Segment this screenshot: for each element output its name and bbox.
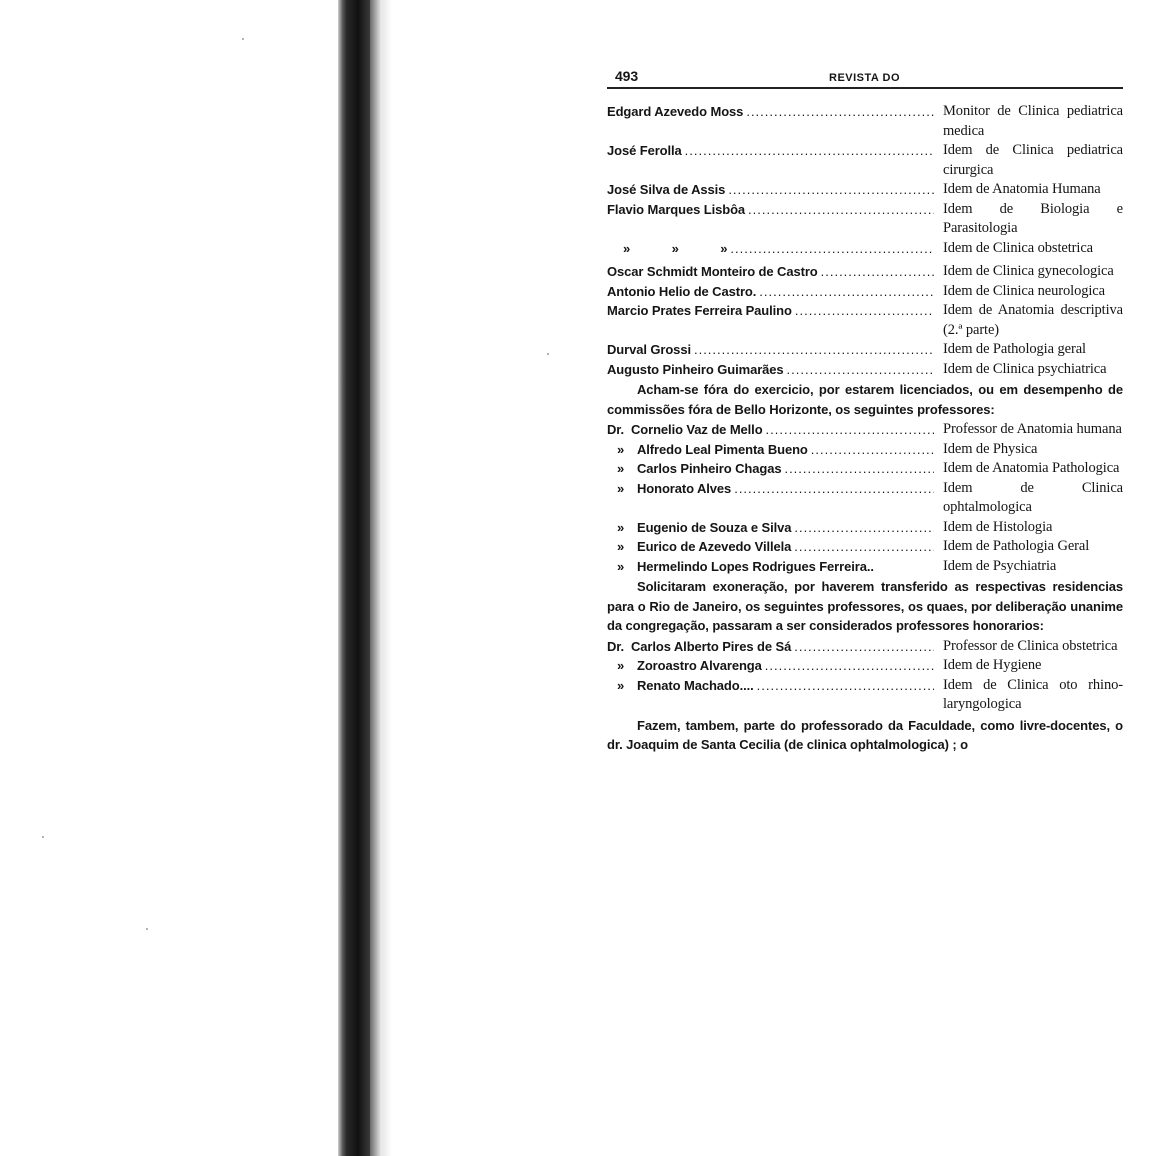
staff-role: Idem de Clinica psychiatrica: [943, 360, 1107, 377]
staff-name: Carlos Alberto Pires de Sá: [631, 638, 792, 654]
dot-leader: [794, 518, 934, 538]
paragraph-licenciados: Acham-se fóra do exercicio, por estarem licenciados, ou em desempenho de commissões fóra de Bello Horizonte, os seguintes professores:: [607, 382, 1123, 417]
dot-leader: [766, 420, 934, 440]
staff-name: Oscar Schmidt Monteiro de Castro: [607, 264, 818, 279]
staff-name: Zoroastro Alvarenga: [637, 658, 762, 673]
list-item: [607, 340, 1123, 360]
staff-role: Idem de Pathologia geral: [943, 341, 1086, 357]
dot-leader: [794, 637, 934, 657]
list-item: [607, 420, 1123, 440]
dot-leader: [784, 459, 934, 479]
list-item: [607, 301, 1123, 340]
dot-leader: [728, 180, 934, 200]
staff-role: Idem de Anatomia Humana: [943, 181, 1101, 197]
staff-role: Idem de Hygiene: [943, 657, 1042, 673]
ditto-mark: »: [617, 677, 625, 693]
staff-name: Antonio Helio de Castro.: [607, 283, 757, 299]
paragraph-exoneracao: Solicitaram exoneração, por haverem transferido as respectivas residencias para o Rio de Janeiro, os seguintes professores, os quaes, por deliberação unanime da congregação, passaram a ser considerados professores honorarios:: [607, 579, 1123, 633]
staff-role: Monitor de Clinica pediatrica medica: [943, 103, 1123, 139]
title-mark: Dr.: [607, 422, 625, 437]
staff-name: Hermelindo Lopes Rodrigues Ferreira..: [637, 558, 874, 574]
dot-leader: [694, 340, 934, 360]
staff-role: Idem de Physica: [943, 440, 1038, 457]
list-item: [607, 557, 1123, 577]
book-binding: [346, 0, 370, 1156]
list-item: [607, 200, 1123, 239]
scan-speck: [42, 836, 44, 838]
dot-leader: [730, 239, 934, 259]
page-number: 493: [615, 68, 639, 84]
ditto-marks: » » »: [623, 240, 728, 256]
printed-page: [607, 66, 1123, 756]
scan-speck: [547, 353, 549, 355]
ditto-mark: »: [617, 558, 625, 574]
list-item: [607, 656, 1123, 676]
staff-name: José Silva de Assis: [607, 182, 726, 197]
title-mark: Dr.: [607, 638, 625, 654]
honorary-professors-list: [607, 637, 1123, 715]
book-gutter-edge: [382, 0, 392, 1156]
staff-name: Edgard Azevedo Moss: [607, 104, 744, 119]
running-head: [607, 66, 1123, 86]
dot-leader: [685, 141, 934, 161]
staff-name: Cornelio Vaz de Mello: [631, 422, 763, 437]
staff-role: Idem de Biologia e Parasitologia: [943, 200, 1123, 236]
staff-role: Idem de Histologia: [943, 518, 1053, 535]
staff-name: Alfredo Leal Pimenta Bueno: [637, 441, 808, 457]
scan-speck: [146, 928, 148, 930]
dot-leader: [748, 200, 934, 220]
dot-leader: [811, 440, 934, 460]
monitor-list: [607, 102, 1123, 379]
ditto-mark: »: [617, 658, 625, 673]
list-item: [607, 440, 1123, 460]
staff-role: Idem de Clinica oto rhino-laryngologica: [943, 676, 1123, 712]
list-item: [607, 262, 1123, 282]
journal-title: REVISTA DO: [829, 72, 901, 84]
staff-role: Idem de Clinica ophtalmologica: [943, 479, 1123, 515]
staff-name: Durval Grossi: [607, 342, 691, 357]
dot-leader: [759, 282, 934, 302]
staff-role: Professor de Clinica obstetrica: [943, 637, 1118, 654]
staff-role: Idem de Clinica pediatrica cirurgica: [943, 142, 1123, 178]
ditto-mark: »: [617, 441, 625, 457]
list-item: [607, 518, 1123, 538]
licensed-professors-list: [607, 420, 1123, 576]
list-item: [607, 637, 1123, 657]
list-item: [607, 459, 1123, 479]
book-gutter-fade: [370, 0, 382, 1156]
dot-leader: [765, 656, 934, 676]
list-item: [607, 360, 1123, 380]
ditto-mark: »: [617, 539, 625, 554]
list-item: [607, 180, 1123, 200]
staff-role: Idem de Psychiatria: [943, 557, 1057, 574]
list-item: [607, 479, 1123, 518]
staff-name: Augusto Pinheiro Guimarães: [607, 361, 784, 377]
ditto-mark: »: [617, 519, 625, 535]
dot-leader: [787, 360, 934, 380]
list-item: [607, 676, 1123, 715]
staff-name: Eurico de Azevedo Villela: [637, 539, 792, 554]
staff-name: Eugenio de Souza e Silva: [637, 519, 792, 535]
staff-name: Marcio Prates Ferreira Paulino: [607, 303, 792, 318]
staff-role: Idem de Pathologia Geral: [943, 538, 1090, 554]
book-gutter-shadow: [338, 0, 346, 1156]
list-item: [607, 239, 1123, 259]
dot-leader: [794, 537, 934, 557]
dot-leader: [746, 102, 934, 122]
staff-role: Idem de Anatomia descriptiva (2.ª parte): [943, 302, 1123, 338]
staff-role: Idem de Anatomia Pathologica: [943, 460, 1120, 476]
dot-leader: [757, 676, 934, 696]
paragraph-livre-docentes: Fazem, tambem, parte do professorado da Faculdade, como livre-docentes, o dr. Joaquim de Santa Cecilia (de clinica ophtalmologica) ; o: [607, 717, 1123, 752]
staff-role: Professor de Anatomia humana: [943, 421, 1122, 437]
list-item: [607, 102, 1123, 141]
staff-name: Honorato Alves: [637, 480, 732, 496]
staff-name: Renato Machado....: [637, 677, 754, 693]
ditto-mark: »: [617, 461, 625, 476]
dot-leader: [821, 262, 934, 282]
staff-role: Idem de Clinica neurologica: [943, 282, 1105, 299]
list-item: [607, 282, 1123, 302]
staff-name: Carlos Pinheiro Chagas: [637, 461, 782, 476]
scan-speck: [242, 38, 244, 40]
dot-leader: [795, 301, 934, 321]
staff-name: José Ferolla: [607, 143, 682, 158]
staff-role: Idem de Clinica gynecologica: [943, 263, 1114, 279]
staff-name: Flavio Marques Lisbôa: [607, 201, 746, 217]
staff-role: Idem de Clinica obstetrica: [943, 239, 1093, 256]
list-item: [607, 141, 1123, 180]
dot-leader: [734, 479, 934, 499]
ditto-mark: »: [617, 480, 625, 496]
list-item: [607, 537, 1123, 557]
